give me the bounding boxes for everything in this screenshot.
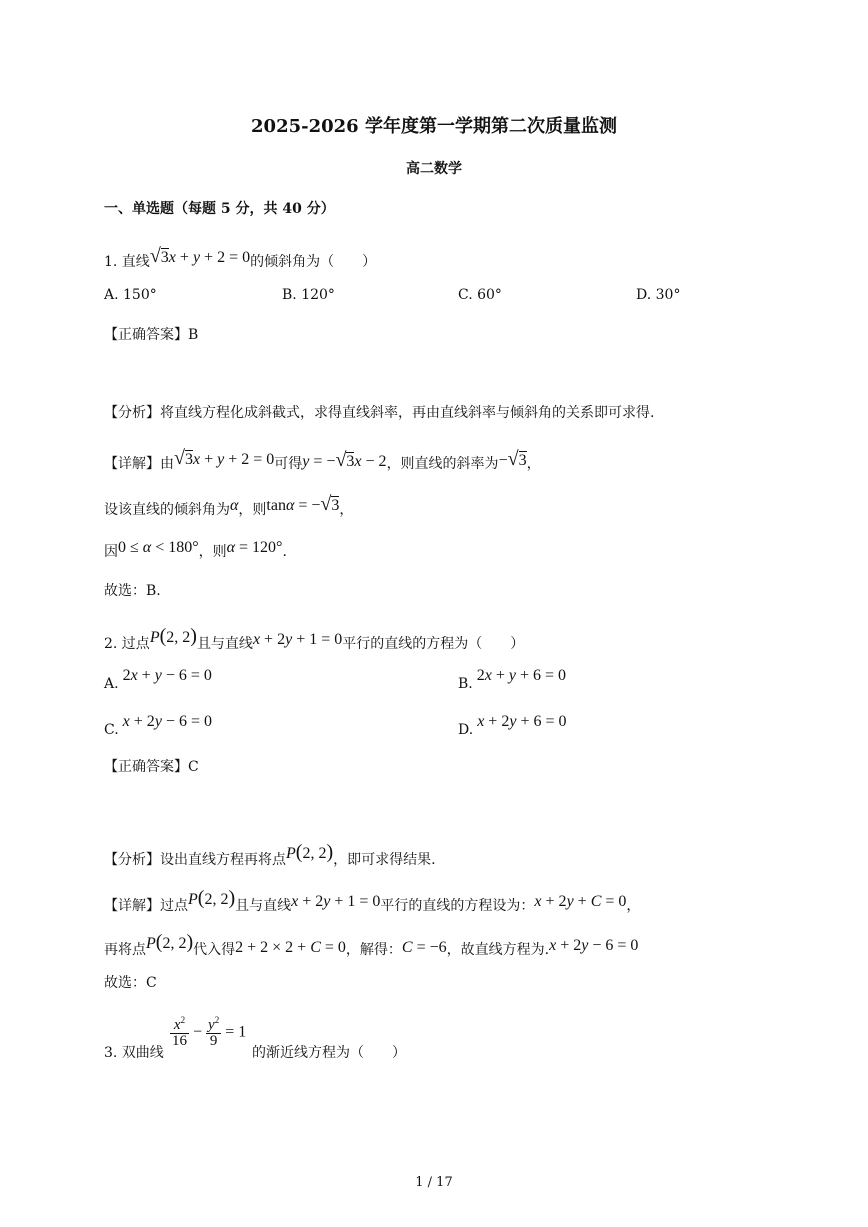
math-expression: √3x + y + 2 = 0 (149, 245, 251, 267)
option-a: A. 150° (104, 287, 157, 303)
analysis: 【分析】将直线方程化成斜截式，求得直线斜率，再由直线斜率与倾斜角的关系即可求得. (104, 405, 655, 421)
option-letter: D. (458, 722, 474, 738)
answer: 【正确答案】B (104, 327, 199, 343)
analysis-text: 【分析】设出直线方程再将点 (104, 852, 286, 868)
detail-text: ，则 (198, 544, 227, 560)
question-3-stem (104, 1046, 164, 1060)
question-3-tail: 的渐近线方程为（ ） (252, 1045, 406, 1061)
answer: 【正确答案】C (104, 759, 199, 775)
page-number: 1 / 17 (415, 1175, 453, 1190)
detail-label: 【详解】过点 (104, 898, 188, 914)
detail-text: ， (626, 898, 641, 914)
math-expression: x + 2y + 6 = 0 (477, 713, 567, 730)
math-expression: √3x + y + 2 = 0 (174, 447, 275, 469)
conclusion: 故选：B. (104, 583, 161, 599)
analysis-text: ，即可求得结果. (333, 852, 436, 868)
option-d: D. 30° (636, 287, 681, 303)
option-c: C. 60° (458, 287, 502, 303)
detail-text: 代入得 (193, 942, 236, 958)
math-expression: P(2, 2) (149, 625, 197, 647)
option-c (104, 713, 212, 738)
option-b (458, 667, 567, 692)
math-expression: α (230, 497, 239, 514)
math-expression: P(2, 2) (286, 841, 334, 863)
detail-text: ， (526, 456, 541, 472)
math-expression: 0 ≤ α < 180° (118, 539, 199, 556)
detail-line-1 (104, 887, 641, 914)
page-subtitle: 高二数学 (406, 161, 462, 177)
detail-line-2 (104, 931, 639, 958)
math-expression: x + 2y + 1 = 0 (252, 631, 343, 648)
page-title: 2025-2026 学年度第一学期第二次质量监测 (251, 116, 617, 137)
math-expression: x + 2y + C = 0 (534, 893, 627, 910)
math-expression: α = 120° (226, 539, 283, 556)
detail-text: 因 (104, 544, 118, 560)
math-expression: x + 2y + 1 = 0 (291, 893, 381, 910)
question-3-number: 3. 双曲线 (104, 1045, 164, 1061)
detail-line-2 (104, 493, 354, 518)
question-1-tail: 的倾斜角为（ ） (250, 254, 377, 270)
conclusion: 故选：C (104, 975, 157, 991)
question-text: 且与直线 (196, 636, 253, 652)
math-expression: 2 + 2 × 2 + C = 0 (235, 939, 346, 956)
math-expression: x + 2y − 6 = 0 (122, 713, 212, 730)
option-a (104, 667, 212, 692)
option-letter: A. (104, 676, 119, 692)
detail-text: 平行的直线的方程设为： (380, 898, 535, 914)
analysis (104, 841, 436, 868)
math-expression: P(2, 2) (188, 887, 236, 909)
detail-text: 可得 (274, 456, 303, 472)
question-2-tail: 平行的直线的方程为（ ） (342, 636, 525, 652)
detail-text: 且与直线 (235, 898, 292, 914)
math-expression: 2x + y + 6 = 0 (476, 667, 567, 684)
detail-text: ， (339, 502, 354, 518)
option-d (458, 713, 567, 738)
detail-line-3 (104, 539, 287, 560)
detail-text: ，则直线的斜率为 (386, 456, 499, 472)
math-expression: 2x + y − 6 = 0 (122, 667, 212, 684)
detail-text: . (282, 544, 287, 560)
detail-line-1 (104, 447, 541, 472)
question-1-number: 1. 直线 (104, 254, 150, 270)
detail-text: 设该直线的倾斜角为 (104, 502, 230, 518)
math-expression: P(2, 2) (146, 931, 194, 953)
option-letter: C. (104, 722, 119, 738)
math-expression: $\frac{x^2}{16}$ − $\frac{y^2}{9}$ = 1 (172, 1015, 247, 1049)
detail-text: ，则 (238, 502, 267, 518)
detail-text: ，解得： (345, 942, 402, 958)
math-expression: tanα = −√3 (266, 493, 340, 515)
section-heading: 一、单选题（每题 5 分，共 40 分） (104, 201, 335, 217)
math-expression: x + 2y − 6 = 0 (549, 937, 639, 954)
question-2-number: 2. 过点 (104, 636, 150, 652)
question-2-stem (104, 625, 525, 652)
math-expression: −√3 (498, 448, 527, 470)
detail-text: ，故直线方程为. (446, 942, 550, 958)
question-1-stem (104, 245, 377, 270)
option-b: B. 120° (282, 287, 335, 303)
math-expression: y = −√3x − 2 (302, 449, 387, 471)
option-letter: B. (458, 676, 473, 692)
math-expression: C = −6 (401, 939, 447, 956)
detail-label: 【详解】由 (104, 456, 174, 472)
detail-text: 再将点 (104, 942, 146, 958)
